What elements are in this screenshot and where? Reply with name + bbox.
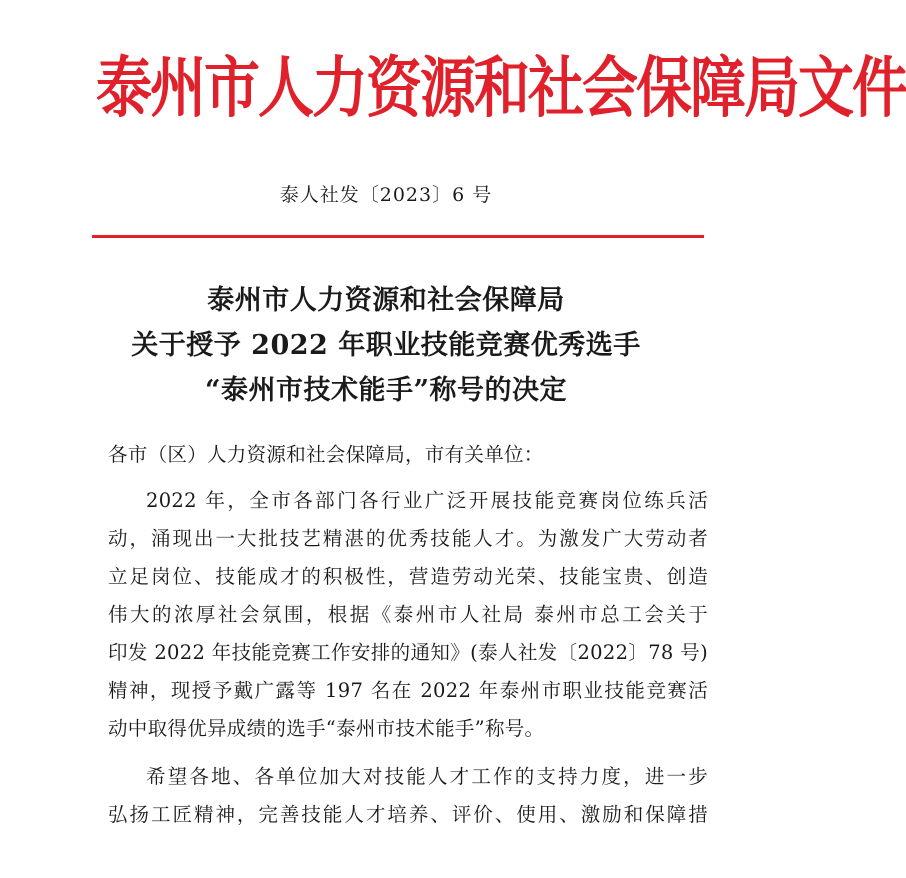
document-number: 泰人社发〔2023〕6 号 — [279, 184, 493, 206]
paragraph-line: 立足岗位、技能成才的积极性，营造劳动光荣、技能宝贵、创造 — [108, 565, 708, 588]
title-line-3: “泰州市技术能手”称号的决定 — [204, 375, 568, 406]
paragraph-line: 伟大的浓厚社会氛围，根据《泰州市人社局 泰州市总工会关于 — [108, 603, 708, 626]
title-line-1: 泰州市人力资源和社会保障局 — [207, 285, 565, 316]
paragraph-line: 动中取得优异成绩的选手“泰州市技术能手”称号。 — [108, 717, 545, 740]
paragraph-line: 印发 2022 年技能竞赛工作安排的通知》(泰人社发〔2022〕78 号) — [108, 641, 708, 664]
paragraph-line: 动，涌现出一大批技艺精湛的优秀技能人才。为激发广大劳动者 — [108, 527, 708, 550]
salutation: 各市（区）人力资源和社会保障局，市有关单位： — [108, 443, 544, 466]
paragraph-line: 2022 年，全市各部门各行业广泛开展技能竞赛岗位练兵活 — [146, 489, 708, 512]
paragraph-line: 希望各地、各单位加大对技能人才工作的支持力度，进一步 — [146, 765, 708, 788]
document-masthead: 泰州市人力资源和社会保障局文件 — [96, 49, 906, 127]
paragraph-line: 精神，现授予戴广露等 197 名在 2022 年泰州市职业技能竞赛活 — [108, 679, 708, 702]
red-divider-line — [92, 235, 704, 238]
title-line-2: 关于授予 2022 年职业技能竞赛优秀选手 — [131, 330, 641, 361]
paragraph-line: 弘扬工匠精神，完善技能人才培养、评价、使用、激励和保障措 — [108, 803, 708, 826]
